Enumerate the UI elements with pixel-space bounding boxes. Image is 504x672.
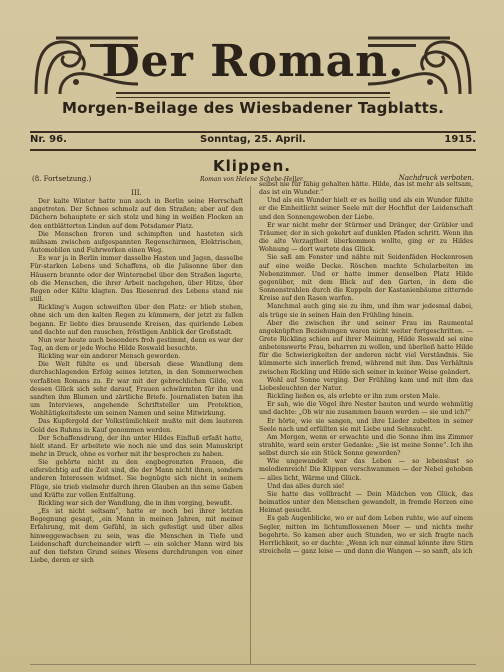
paragraph: Er hörte, wie sie sangen, und ihre Lieder zubelten in seiner Seele nach und erfüllten sie mit Liebe und Sehnsucht.	[259, 417, 473, 433]
paragraph: Am Morgen, wenn er erwachte und die Sonne ihm ins Zimmer strahlte, ward sein erster Gedanke: „Sie ist meine Sonne“. Ich ihn selbst durch sie ein Stück Sonne geworden?	[259, 433, 473, 458]
masthead	[30, 34, 476, 98]
paragraph: „Es ist nicht seltsam“, hatte er noch bei ihrer letzten Begegnung gesagt, „ein Mann in meinen Jahren, mit meiner Erfahrung, mit dem Gefühl, in sich gefestigt und über alles hinweggewachsen zu sein, was die Menschen in Tiefe und Leidenschaft durcheinander wirft — ein solcher Mann wird bis auf den tiefsten Grund seines Wesens durchdrungen von einer Liebe, deren er sich	[30, 508, 243, 565]
issue-bar	[30, 131, 476, 151]
issue-date: Sonntag, 25. April.	[200, 134, 306, 145]
paragraph: Rickling war sich der Wandlung, die in ihm vorging, bewußt.	[38, 499, 233, 507]
paragraph: Aber die zwischen ihr und seiner Frau im Raumental angeknüpften Beziehungen waren nicht weiter fortgeschritten. — Grete Rickling schien auf ihrer Meinung, Hilde Roswald sei eine anbetenswerte Frau, beharren zu wollen, und überließ hatte Hilde für die Schwierigkeiten der anderen nicht viel Verständnis. Sie kümmerte sich innerlich fremd, während mit ihm. Das Verhältnis zwischen Rickling und Hilde sich seiner in keiner Weise geändert.	[259, 319, 473, 376]
continuation-note: (8. Fortsetzung.)	[32, 175, 92, 183]
paragraph: Manchmal auch ging sie zu ihm, und ihm war jedesmal dabei, als trüge sie in seinen Hain den Frühling hinein.	[259, 303, 473, 319]
paragraph: Sie hatte das vollbracht — Dein Mädchen von Glück, das heimatlos unter den Menschen gewandelt, in fremde Herzen eine Heimat gesucht.	[259, 490, 473, 515]
paragraph: Das Kupfergold der Volkstümlichkeit mußte mit dem lauteren Gold des Ruhms in Kauf genommen werden.	[30, 418, 243, 434]
paragraph: Rickling's Augen schweiften über den Platz: er blieb stehen, ohne sich um den kalten Regen zu kümmern, der jetzt zu fallen begann. Er liebte dies brausende Kreisen, das quirlende Leben und dachte auf den rauschen, fröstligen Anblick der Großstadt.	[30, 304, 243, 336]
paragraph: selbst nie für fähig gehalten hätte. Hilde, das ist mehr als seltsam, das ist ein Wunder.“	[259, 181, 473, 197]
reprint-notice: Nachdruck verboten.	[398, 174, 474, 182]
issue-year: 1915.	[444, 134, 476, 145]
paragraph: Wie ungewandelt war das Leben — so lebenslust so melodienreich! Die Klippen verschwammen — der Nebel gehoben — alles licht, Wärme und Glück.	[259, 458, 473, 482]
paragraph: Und als ein Wunder hielt er es heilig und als ein Wunder fühlte er die Einheitlicht seiner Seele mit der Hochflut der Leidenschaft und den Sonnengewoben der Liebe.	[259, 197, 473, 221]
paragraph: Sie saß am Fenster und nähte mit Seidenfäden Heckenrosen auf eine weiße Decke. Röschen machte Schularbeiten im Nebenzimmer. Und er hatte immer denselben Platz Hilde gegenüber, mit dem Blick auf den Garten, in dem die Sonnenstrahlen durch die Kuppeln der Kastanienbäume zitternde Kreise auf den Rasen warfen.	[259, 254, 473, 303]
paragraph: Der kalte Winter hatte nun auch in Berlin seine Herrschaft angetreten. Der Schnee schmolz auf den Straßen; aber auf den Dächern behauptete er sich stolz und hing in weißen Flocken an den entblätterten Linden auf dem Potsdamer Platz.	[30, 198, 243, 230]
masthead-subtitle: Morgen-Beilage des Wiesbadener Tagblatts.	[61, 99, 444, 117]
masthead-rule	[116, 92, 390, 98]
paragraph: Rickling war ein anderer Mensch geworden.	[38, 353, 181, 361]
paragraph: Er war nicht mehr der Stürmer und Dränger, der Grübler und Träumer, der in sich gekehrt auf dunklen Pfaden schritt. Wenn ihn die alte Verzagtheit überkommen wollte, ging er zu Hildes Wohnung — dort wartete das Glück.	[259, 221, 473, 254]
paragraph: Und das alles durch sie!	[267, 482, 345, 490]
masthead-title: Der Roman.	[101, 36, 405, 87]
paragraph: Der Schaffensdrang, der ihn unter Hildes Einfluß erfaßt hatte, hielt stand. Er arbeitete wie noch nie und das sein Manuskript mehr in Druck, ohne es vorher mit ihr besprochen zu haben.	[30, 434, 243, 458]
chapter-heading: III.	[131, 189, 142, 197]
bottom-rule	[30, 664, 476, 665]
paragraph: Nun war heute auch besonders froh gestimmt, denn es war der Tag, an dem er jede Woche Hilde Roswald besuchte.	[30, 336, 243, 352]
paragraph: Wohl auf Sonne verging. Der Frühling kam und mit ihm das Liebesleuchten der Natur.	[259, 376, 473, 392]
paragraph: Rickling ließen es, als erlebte er ihn zum ersten Male.	[267, 393, 441, 401]
article-title: Klippen.	[213, 157, 291, 175]
article-byline: Roman von Helene Schebe-Heller.	[199, 176, 305, 183]
paragraph: Die Menschen froren und schimpften und hasteten sich mühsam zwischen aufgespannten Regenschirmen, Elektrischen, Automobilen und Fuhrwerken einen Weg.	[30, 230, 243, 255]
column-divider	[250, 186, 251, 664]
text-column-left	[30, 189, 243, 665]
text-column-right	[259, 181, 473, 665]
paragraph: Es gab Augenblicke, wo er auf dem Leben ruhte, wie auf einem Segler, mitten im lichtumflossenen Meer — und nichts mehr begehrte. So kamen aber auch Stunden, wo er sich fragte nach Herrlichkeit, so er dachte: „Wenn ich nur einmal könnte ihre Stirn streicheln — ganz leise — und dann die Wangen — so sanft, als ich	[259, 515, 473, 556]
paragraph: Er sah, wie die Vögel ihre Nester bauten und wurde wehmütig und dachte: „Ob wir nie zusammen bauen werden — sie und ich?“	[259, 401, 473, 417]
paragraph: Es war ja in Berlin immer dasselbe Hasten und Jagen, dasselbe Für-starken Lebens und Schaffens, ob die Julisonne über den Häusern brannte oder der Winternebel über den Straßen lagerte, ob die Menschen, die ihrer Arbeit nachgehen, über Hitze, über Regen oder Kälte klagten. Das Riesenrad des Lebens stand nie still.	[30, 255, 243, 304]
paragraph: Die Welt fühlte es und übersah diese Wandlung dem durchschlagenden Erfolg seines letzten, in den Sommerwochen verfaßten Romans zu. Er war mit der gebrechlichen Gilde, von dessen Glück sich sehr darauf, Frauen schwärmten für ihn und sandten ihm Blumen und zärtliche Briefe. Journalisten baten ihn um Interviews, angehende Schriftsteller um Protektion, Wohltätigkeitsfeste um seinen Namen und seine Mitwirkung.	[30, 361, 243, 418]
paragraph: Sie gehörte nicht zu den engbegrenzten Frauen, die eifersüchtig auf die Zeit sind, die der Mann nicht ihnen, sondern anderen Interessen widmet. Sie begnügte sich nicht in seinem Flüge, sie trieb vielmehr durch ihren Glauben an ihn seine Gaben und Kräfte zur vollen Entfaltung.	[30, 459, 243, 499]
issue-number: Nr. 96.	[30, 134, 67, 145]
